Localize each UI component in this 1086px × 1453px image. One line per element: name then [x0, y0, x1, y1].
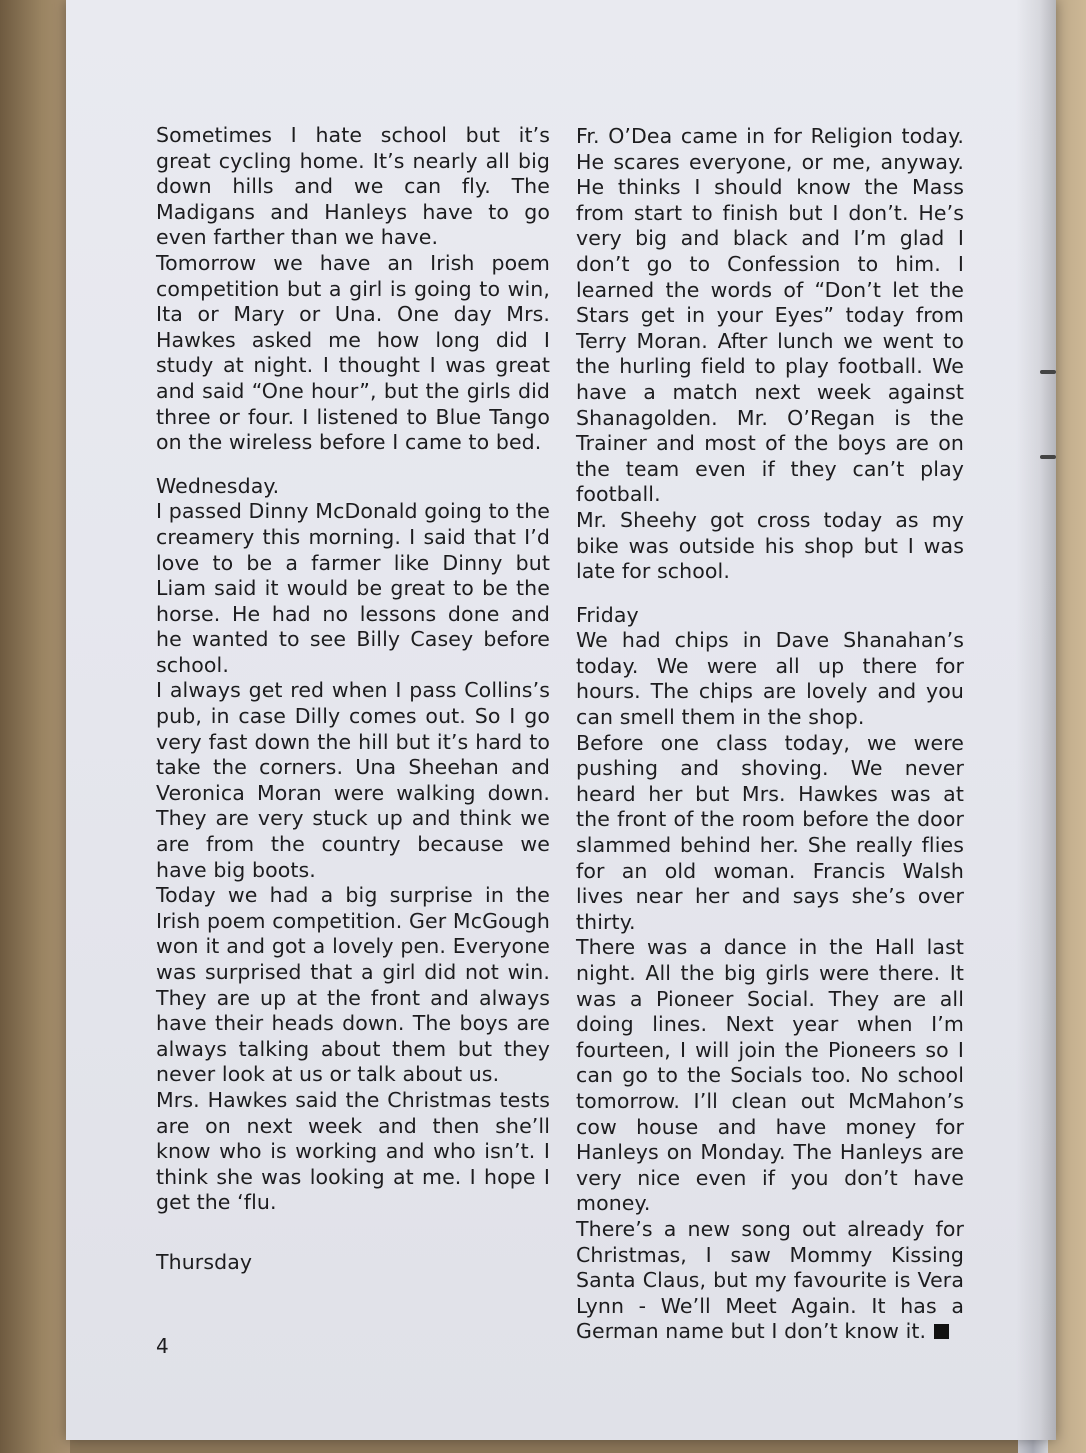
- end-of-article-square-icon: [934, 1324, 949, 1339]
- staple-mark: [1040, 370, 1056, 374]
- diary-paragraph: I always get red when I pass Collins’s pub, in case Dilly comes out. So I go very fast down the hill but it’s hard to take the corners. Una Sheehan and Veronica Moran were walking down. They are very stuck up and think we are from the country because we have big boots.: [156, 678, 550, 882]
- diary-paragraph: Tomorrow we have an Irish poem competition but a girl is going to win, Ita or Mary or Una. One day Mrs. Hawkes asked me how long did I study at night. I thought I was great and said “One hour”, but the girls did three or four. I listened to Blue Tango on the wireless before I came to bed.: [156, 250, 550, 455]
- staple-mark: [1040, 455, 1056, 459]
- right-column: [576, 124, 964, 1345]
- day-heading-friday: Friday: [576, 602, 639, 627]
- diary-paragraph: Before one class today, we were pushing and shoving. We never heard her but Mrs. Hawkes was at the front of the room before the door slammed behind her. She really flies for an old woman. Francis Walsh lives near her and says she’s over thirty.: [576, 730, 964, 934]
- diary-paragraph: Mrs. Hawkes said the Christmas tests are on next week and then she’ll know who is working and who isn’t. I think she was looking at me. I hope I get the ‘flu.: [156, 1087, 550, 1215]
- page-number: 4: [156, 1334, 169, 1358]
- diary-paragraph: Fr. O’Dea came in for Religion today. He scares everyone, or me, anyway. He thinks I should know the Mass from start to finish but I don’t. He’s very big and black and I’m glad I don’t go to Confession to him. I learned the words of “Don’t let the Stars get in your Eyes” today from Terry Moran. After lunch we went to the hurling field to play football. We have a match next week against Shanagolden. Mr. O’Regan is the Trainer and most of the boys are on the team even if they can’t play football.: [576, 124, 964, 507]
- left-column: [156, 123, 550, 1276]
- day-heading-wednesday: Wednesday.: [156, 473, 280, 498]
- diary-paragraph: I passed Dinny McDonald going to the creamery this morning. I said that I’d love to be a farmer like Dinny but Liam said it would be great to be the horse. He had no lessons done and he wanted to see Billy Casey before school.: [156, 499, 550, 677]
- diary-paragraph: Sometimes I hate school but it’s great cycling home. It’s nearly all big down hills and we can fly. The Madigans and Hanleys have to go even farther than we have.: [156, 123, 550, 250]
- diary-paragraph: We had chips in Dave Shanahan’s today. We were all up there for hours. The chips are lovely and you can smell them in the shop.: [576, 628, 964, 730]
- diary-paragraph: Today we had a big surprise in the Irish poem competition. Ger McGough won it and got a lovely pen. Everyone was surprised that a girl did not win. They are up at the front and always have their heads down. The boys are always talking about them but they never look at us or talk about us.: [156, 883, 550, 1087]
- diary-paragraph-final: [576, 1217, 964, 1345]
- day-heading-thursday: Thursday: [156, 1249, 253, 1274]
- table-surface-left: [0, 0, 70, 1453]
- diary-paragraph-text: There’s a new song out already for Christmas, I saw Mommy Kissing Santa Claus, but my favourite is Vera Lynn - We’ll Meet Again. It has a German name but I don’t know it.: [576, 1216, 964, 1344]
- diary-paragraph: There was a dance in the Hall last night. All the big girls were there. It was a Pioneer Social. They are all doing lines. Next year when I’m fourteen, I will join the Pioneers so I can go to the Socials too. No school tomorrow. I’ll clean out McMahon’s cow house and have money for Hanleys on Monday. The Hanleys are very nice even if you don’t have money.: [576, 935, 964, 1216]
- diary-paragraph: Mr. Sheehy got cross today as my bike was outside his shop but I was late for school.: [576, 507, 964, 584]
